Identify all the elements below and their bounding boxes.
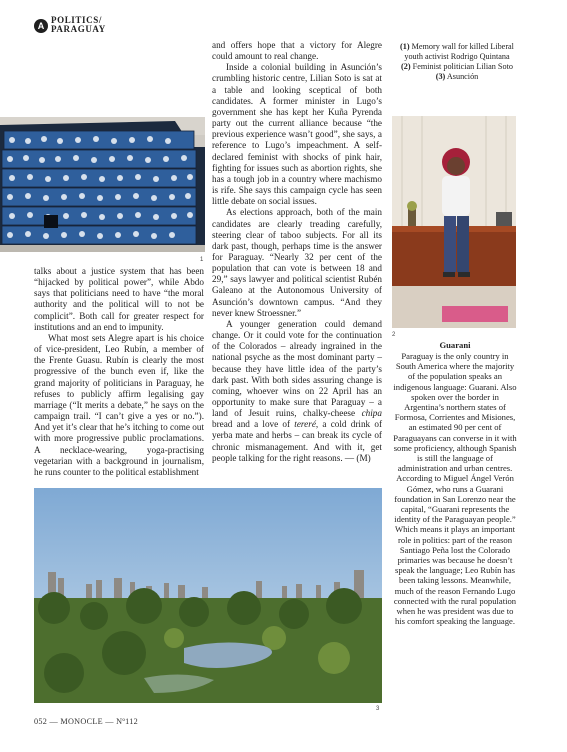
caption-2-number: (2) xyxy=(401,62,411,71)
section-title-line2: PARAGUAY xyxy=(51,24,106,34)
col2-paragraph-1: and offers hope that a victory for Alegre could amount to real change. xyxy=(212,40,382,62)
col1-paragraph-1: talks about a justice system that has been “hijacked by political power”, while Abdo says that politicians need to have “the moral authority and the political will to not be complicit”. Both call for greater respect for institutions and an end to impunity. xyxy=(34,266,204,332)
photo-number-2: 2 xyxy=(392,332,396,338)
page-footer: 052 — MONOCLE — Nº112 xyxy=(34,717,139,726)
caption-1-text: Memory wall for killed Liberal xyxy=(409,42,514,51)
caption-3-text: Asunción xyxy=(445,72,479,81)
caption-1-number: (1) xyxy=(400,42,410,51)
photo-asuncion xyxy=(34,488,382,703)
caption-2 xyxy=(382,62,532,72)
photo-number-3: 3 xyxy=(376,706,380,712)
photo-memory-wall xyxy=(0,117,205,252)
caption-2-text: Feminist politician Lilian Soto xyxy=(410,62,513,71)
section-title xyxy=(51,16,106,34)
chipa-term: chipa xyxy=(361,408,382,419)
caption-1b-text: youth activist Rodrigo Quintana xyxy=(404,52,510,61)
col2-paragraph-4 xyxy=(212,319,382,464)
terere-term: tereré xyxy=(294,419,316,430)
photo-captions xyxy=(382,42,532,82)
caption-3-number: (3) xyxy=(435,72,446,81)
col2-paragraph-2: Inside a colonial building in Asunción’s crumbling historic centre, Lilian Soto is sat at a table and looking sceptical of both candidates. A former minister in Lugo’s government she has kept her Kuña Pyrenda party out the current alliance because “the previous experience wasn’t good”, she says, a reference to Lugo’s impeachment. A self-declared feminist with shocks of pink hair, fighting for issues such as abortion rights, she has a tough job in a country where machismo is rife. She says this campaign cycle has seen little debate on social issues. xyxy=(212,62,382,207)
caption-1 xyxy=(382,42,532,52)
guarani-text: Paraguay is the only country in South America where the majority of the population speaks an indigenous language: Guarani. Also spoken over the border in Argentina’s northern states of Formosa, Corrientes and Misiones, an estimated 90 per cent of Paraguayans can converse in it with some proficiency, although Spanish is still the language of administration and urban centres. According to Miguel Ángel Verón Gómez, who runs a Guarani foundation in San Lorenzo near the capital, “Guarani represents the identity of the Paraguayan people.” Which means it plays an important role in politics: part of the reason Santiago Peña lost the Colorado primaries was because he doesn’t speak the language; Leo Rubín has been taking lessons. Meanwhile, much of the reason Fernando Lugo connected with the rural population when he was president was due to his comfort speaking the language. xyxy=(393,351,517,627)
col2-paragraph-3: As elections approach, both of the main candidates are clearly treading carefully, steering clear of taboo subjects. For all its dark past, though, perhaps time is the answer for Paraguay. “Nearly 32 per cent of the population that can vote is between 18 and 29,” says lawyer and political scientist Rubén Galeano at the Autonomous University of Asunción’s downtown campus. “And they never knew Stroessner.” xyxy=(212,207,382,318)
guarani-title: Guarani xyxy=(439,340,471,350)
section-title-line1: POLITICS/ xyxy=(51,15,102,25)
photo-lilian-soto xyxy=(392,116,516,328)
col2-p4-part-a: A younger generation could demand change. Or it could vote for the continuation of the Colorados – already ingrained in the national psyche as the most dominant party – because they have little idea of the party’s dark past. With both sides assuring change is coming, whoever wins on 22 April has an opportunity to make sure that Paraguay – a land of Jesuit ruins, chalky-cheese xyxy=(212,318,382,419)
caption-1-cont xyxy=(382,52,532,62)
caption-3 xyxy=(382,72,532,82)
photo-number-1: 1 xyxy=(200,257,204,263)
section-badge: A xyxy=(34,19,48,33)
column-2 xyxy=(212,40,382,464)
column-1 xyxy=(34,266,204,478)
col1-paragraph-2: What most sets Alegre apart is his choice of vice-president, Leo Rubín, a member of the Frente Guasu. Rubín is clearly the most progressive of the bunch even if, like the grand majority of politicians in Paraguay, he refuses to publicly affirm legalising gay marriage (“It merits a debate,” he says on the campaign trail. “I can’t give a yes or no.”). And yet it’s clear that he’s itching to come out with more progressive public proclamations. A necklace-wearing, yoga-practising vegetarian with a background in journalism, he runs counter to the political establishment xyxy=(34,332,204,477)
col2-p4-part-b: bread and a love of xyxy=(212,419,295,430)
col2-p4-part-c: , a cold drink of yerba mate and herbs – can break its cycle of chronic mismanagement. And with it, get people talking for the right reasons. — (M) xyxy=(212,419,382,463)
